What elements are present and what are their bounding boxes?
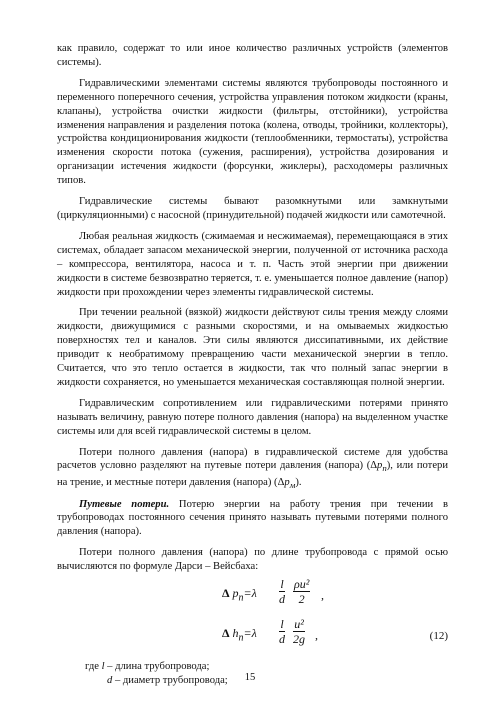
formula-comma: , <box>315 628 318 643</box>
fraction-denominator: 2 <box>298 592 305 607</box>
fraction-numerator: l <box>280 577 284 592</box>
symbol: l <box>101 661 105 673</box>
paragraph-text: ), или потери на трение, и местные потери давления (напора) (Δ <box>57 460 448 489</box>
delta-symbol: Δ <box>222 626 230 641</box>
symbol: d <box>107 675 113 687</box>
fraction-numerator: ρu² <box>294 577 310 592</box>
paragraph: При течении реальной (вязкой) жидкости действуют силы трения между слоями жидкости, движущимися с разными скоростями, и на омываемых жидкостью поверхностях тел и каналов. Эти силы являются диссипативными, их действие приводит к необратимому превращению части механической энергии в тепло. Считается, что это тепло остается в жидкости, так что полный запас энергии в жидкости сохраняется, но уменьшается механическая составляющая полной энергии. <box>57 307 448 388</box>
fraction-denominator: d <box>279 592 285 607</box>
paragraph: Потери полного давления (напора) по длине трубопровода с прямой осью вычисляются по формуле Дарси – Вейсбаха: <box>57 547 448 573</box>
page-number: 15 <box>244 672 256 683</box>
formula-comma: , <box>321 588 324 603</box>
fraction-numerator: u² <box>294 617 304 632</box>
fraction-numerator: l <box>280 617 284 632</box>
definition-text: – диаметр трубопровода; <box>112 675 228 687</box>
paragraph <box>57 446 448 494</box>
symbol: p <box>232 586 239 601</box>
paragraph: как правило, содержат то или иное количество различных устройств (элементов системы). <box>57 43 448 68</box>
subscript: п <box>238 592 244 604</box>
equals-lambda: =λ <box>243 626 257 641</box>
fraction-denominator: 2g <box>293 632 305 647</box>
paragraph-text: ). <box>295 477 302 489</box>
paragraph: Гидравлические системы бывают разомкнутыми или замкнутыми (циркуляционными) с насосной (принудительной) подачей жидкости или самотечной. <box>57 196 448 221</box>
formula-lhs <box>222 586 257 603</box>
section-heading: Путевые потери. <box>79 498 170 510</box>
paragraph-text: Потерю энергии на работу трения при течении в трубопроводах постоянного сечения принято называть путевыми потерями полного давления (напора). <box>57 498 448 538</box>
definition-text: – длина трубопровода; <box>104 661 210 673</box>
subscript: м <box>289 480 296 491</box>
formula-darcy-pressure <box>57 574 448 614</box>
formula-lhs <box>222 626 257 643</box>
definition-prefix: где <box>85 661 102 673</box>
paragraph <box>57 498 448 540</box>
paragraph: Гидравлическим сопротивлением или гидравлическими потерями принято называть величину, равную потере полного давления (напора) на выделенном участке системы или для всей гидравлической системы в целом. <box>57 397 448 437</box>
paragraph-text: Потери полного давления (напора) в гидравлической системе для удобства расчетов условно разделяют на путевые потери давления (напора) (Δ <box>57 446 448 472</box>
fraction-u2-over-2g <box>293 618 305 646</box>
subscript: п <box>382 463 387 474</box>
fraction-denominator: d <box>279 632 285 647</box>
paragraph: Любая реальная жидкость (сжимаемая и несжимаемая), перемещающаяся в этих системах, обладает запасом механической энергии, полученной от источника расхода – компрессора, вентилятора, насоса и т. п. Часть этой энергии при движении жидкости в системе безвозвратно теряется, т. е. уменьшается полное давление (напор) жидкости при прохождении через элементы гидравлической системы. <box>57 230 448 298</box>
paragraph: Гидравлическими элементами системы являются трубопроводы постоянного и переменного поперечного сечения, устройства управления потоком жидкости (краны, клапаны), устройства очистки жидкости (фильтры, отстойники), устройства изменения направления и разделения потока (колена, отводы, тройники, коллекторы), устройства кондиционирования жидкости (теплообменники, термостаты), устройства изменения скорости потока (сужения, расширения), устройства дозирования и организации истечения жидкости (форсунки, жиклеры), расходомеры различных типов. <box>57 77 448 187</box>
delta-symbol: Δ <box>222 586 230 601</box>
subscript: п <box>238 632 244 644</box>
fraction-rho-u2-over-2 <box>293 578 310 606</box>
equation-number: (12) <box>429 630 448 643</box>
equals-lambda: =λ <box>243 586 257 601</box>
symbol: p <box>377 460 383 472</box>
fraction-l-over-d <box>279 578 285 606</box>
formula-darcy-head <box>57 614 448 654</box>
symbol: p <box>284 477 290 489</box>
symbol: h <box>232 626 239 641</box>
fraction-l-over-d <box>279 618 285 646</box>
